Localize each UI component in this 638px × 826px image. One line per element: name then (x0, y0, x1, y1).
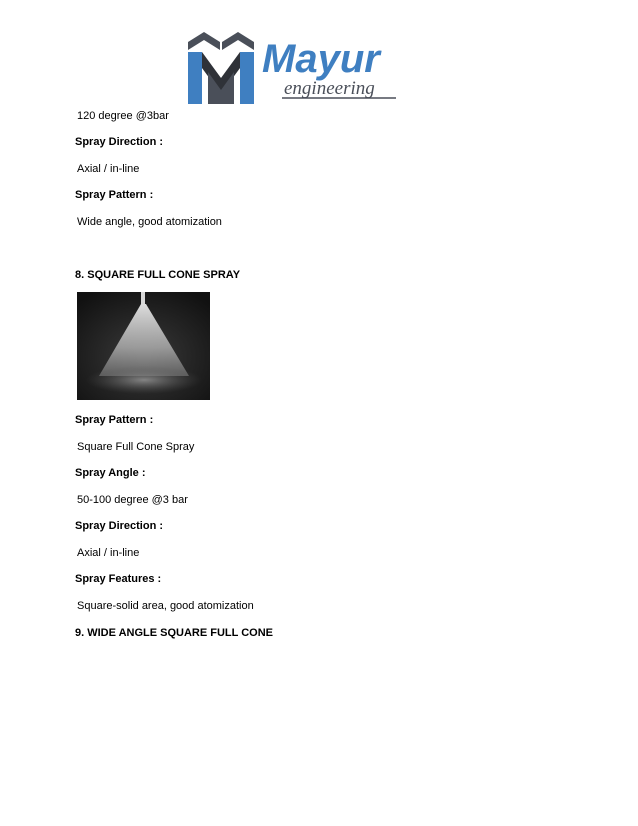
section8-features-value: Square-solid area, good atomization (77, 600, 254, 612)
section8-angle-value: 50-100 degree @3 bar (77, 494, 188, 506)
section7-pattern-value: Wide angle, good atomization (77, 216, 222, 228)
logo-m-right-leg (240, 52, 254, 104)
section8-direction-value: Axial / in-line (77, 547, 140, 559)
section8-pattern-label: Spray Pattern : (75, 414, 154, 426)
logo-roof-shape-right (222, 32, 254, 50)
company-logo (186, 28, 406, 108)
logo-graphic (186, 28, 406, 108)
logo-tagline: engineering (284, 78, 375, 99)
square-full-cone-spray-photo (77, 292, 210, 400)
section7-pattern-label: Spray Pattern : (75, 189, 154, 201)
spray-photo-icon (77, 292, 210, 400)
section7-direction-value: Axial / in-line (77, 163, 140, 175)
logo-m-left-leg (188, 52, 202, 104)
section8-features-label: Spray Features : (75, 573, 162, 585)
section8-angle-label: Spray Angle : (75, 467, 146, 479)
logo-brand-word: Mayur (262, 37, 380, 81)
section9-heading: 9. WIDE ANGLE SQUARE FULL CONE (75, 627, 274, 639)
section8-heading: 8. SQUARE FULL CONE SPRAY (75, 269, 241, 281)
section7-direction-label: Spray Direction : (75, 136, 164, 148)
section7-angle-value: 120 degree @3bar (77, 110, 169, 122)
section8-direction-label: Spray Direction : (75, 520, 164, 532)
logo-roof-shape (188, 32, 220, 50)
logo-m-center (202, 52, 240, 94)
section8-pattern-value: Square Full Cone Spray (77, 441, 195, 453)
